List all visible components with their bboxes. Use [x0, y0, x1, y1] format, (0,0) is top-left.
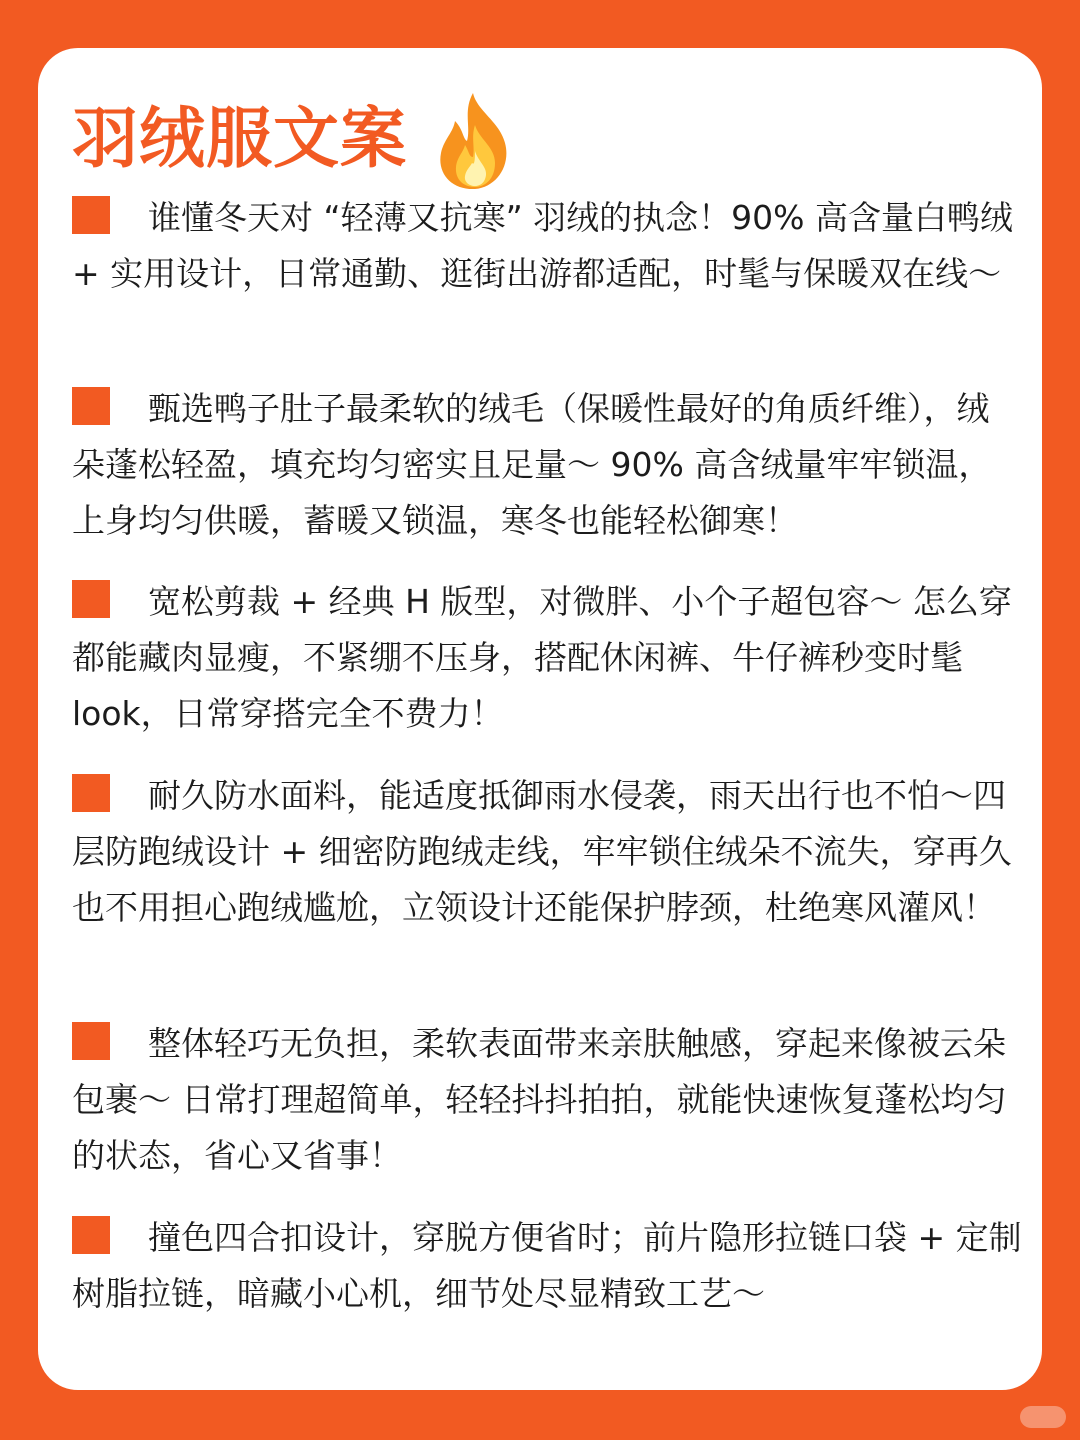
paragraph-text: 谁懂冬天对 “轻薄又抗寒” 羽绒的执念！90% 高含量白鸭绒 + 实用设计，日常通勤、逛街出游都适配，时髦与保暖双在线～ [72, 198, 1014, 293]
paragraph-3 [72, 574, 1022, 742]
paragraph-text: 耐久防水面料，能适度抵御雨水侵袭，雨天出行也不怕～四层防跑绒设计 + 细密防跑绒走线，牢牢锁住绒朵不流失，穿再久也不用担心跑绒尴尬，立领设计还能保护脖颈，杜绝寒风灌风！ [72, 776, 1012, 927]
watermark-badge [1020, 1406, 1066, 1428]
paragraph-1 [72, 190, 1022, 302]
paragraph-text: 宽松剪裁 + 经典 H 版型，对微胖、小个子超包容～ 怎么穿都能藏肉显瘦，不紧绷不压身，搭配休闲裤、牛仔裤秒变时髦 look，日常穿搭完全不费力！ [72, 582, 1012, 733]
orange-square-bullet-icon [72, 196, 110, 234]
orange-square-bullet-icon [72, 1022, 110, 1060]
title-row [72, 74, 517, 204]
fire-icon [433, 91, 517, 191]
orange-square-bullet-icon [72, 1216, 110, 1254]
page-title: 羽绒服文案 [72, 100, 407, 177]
paragraph-text: 整体轻巧无负担，柔软表面带来亲肤触感，穿起来像被云朵包裹～ 日常打理超简单，轻轻抖抖拍拍，就能快速恢复蓬松均匀的状态，省心又省事！ [72, 1024, 1007, 1175]
paragraph-6 [72, 1210, 1022, 1322]
orange-square-bullet-icon [72, 774, 110, 812]
paragraph-2 [72, 381, 1022, 549]
paragraph-text: 甄选鸭子肚子最柔软的绒毛（保暖性最好的角质纤维），绒朵蓬松轻盈，填充均匀密实且足量～ 90% 高含绒量牢牢锁温，上身均匀供暖，蓄暖又锁温，寒冬也能轻松御寒！ [72, 389, 992, 540]
content-card [38, 48, 1042, 1390]
paragraph-4 [72, 768, 1022, 936]
paragraph-text: 撞色四合扣设计，穿脱方便省时；前片隐形拉链口袋 + 定制树脂拉链，暗藏小心机，细节处尽显精致工艺～ [72, 1218, 1022, 1313]
orange-square-bullet-icon [72, 580, 110, 618]
paragraph-5 [72, 1016, 1022, 1184]
orange-square-bullet-icon [72, 387, 110, 425]
